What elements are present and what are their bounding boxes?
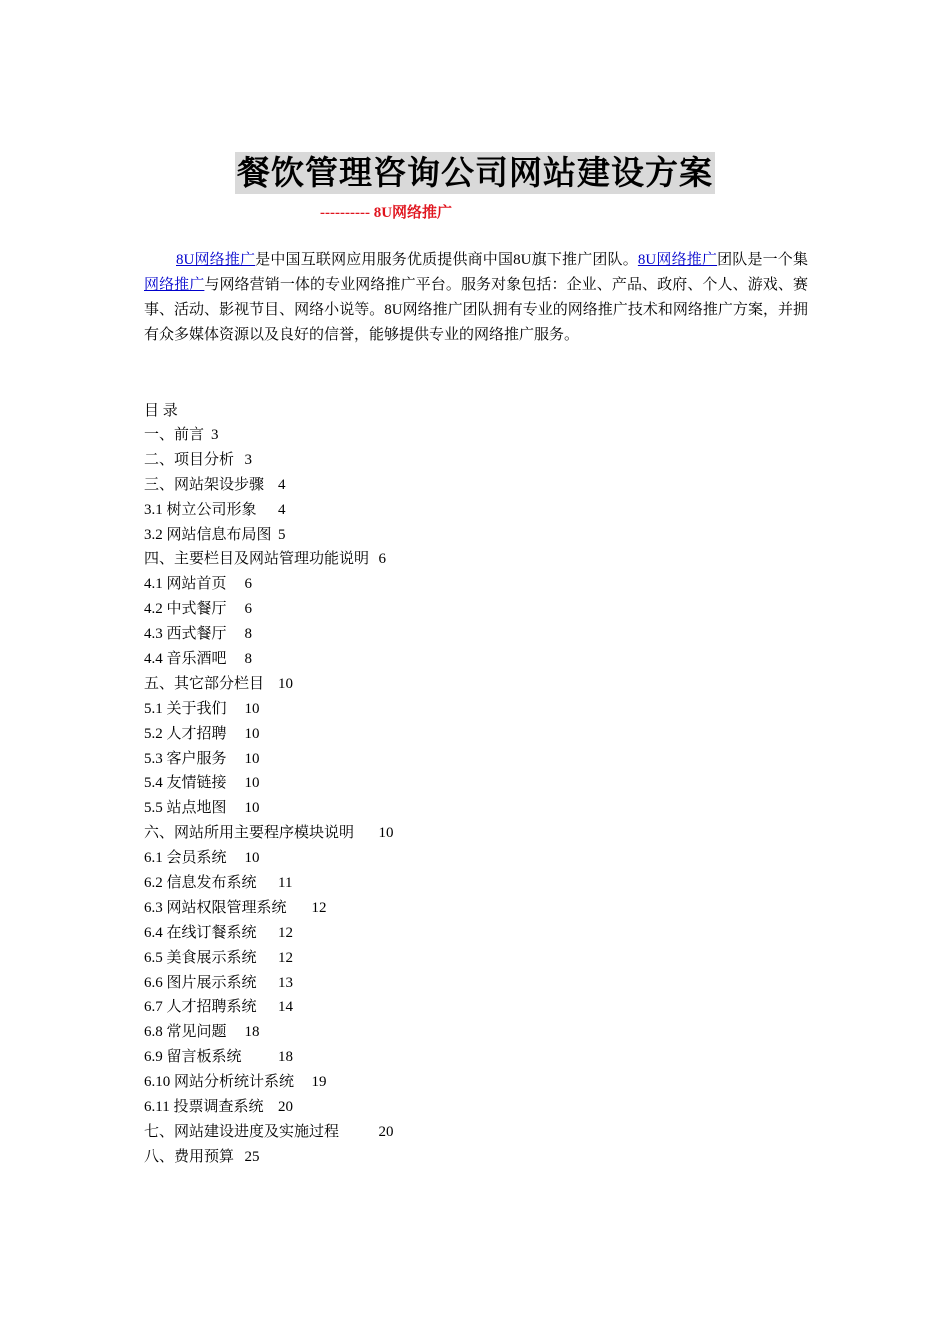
toc-entry [144, 547, 394, 572]
toc-entry-page: 19 [311, 1074, 327, 1091]
toc-entry [144, 498, 394, 523]
toc-entry [144, 821, 394, 846]
toc-entry-label: 5.3 客户服务 [144, 750, 227, 767]
toc-entry [144, 423, 394, 448]
toc-entry-label: 5.2 人才招聘 [144, 725, 227, 742]
toc-entry [144, 971, 394, 996]
toc-entry-label: 3.2 网站信息布局图 [144, 526, 272, 543]
table-of-contents [144, 423, 394, 1170]
toc-entry [144, 796, 394, 821]
toc-entry [144, 697, 394, 722]
toc-entry [144, 946, 394, 971]
toc-entry-page: 10 [244, 750, 260, 767]
toc-entry-page: 10 [244, 775, 260, 792]
toc-entry-page: 6 [244, 576, 252, 593]
intro-link[interactable]: 8U网络推广 [637, 252, 718, 268]
toc-entry-page: 4 [278, 476, 286, 493]
toc-entry-page: 20 [378, 1123, 394, 1140]
toc-entry-label: 6.2 信息发布系统 [144, 875, 257, 892]
toc-entry-label: 6.3 网站权限管理系统 [144, 899, 287, 916]
toc-entry-page: 13 [278, 974, 293, 991]
toc-entry [144, 647, 394, 672]
toc-entry-label: 七、网站建设进度及实施过程 [144, 1123, 340, 1140]
toc-entry-page: 4 [278, 501, 286, 518]
toc-entry-page: 5 [278, 526, 286, 543]
toc-entry-label: 二、项目分析 [144, 451, 235, 468]
toc-entry-label: 4.3 西式餐厅 [144, 626, 227, 643]
toc-entry-label: 6.8 常见问题 [144, 1024, 227, 1041]
document-subtitle: ---------- 8U网络推广 [320, 205, 453, 221]
toc-entry-label: 4.2 中式餐厅 [144, 601, 227, 618]
toc-entry-page: 10 [244, 800, 260, 817]
toc-entry-label: 6.6 图片展示系统 [144, 974, 257, 991]
toc-entry [144, 1045, 394, 1070]
toc-entry [144, 921, 394, 946]
toc-entry [144, 672, 394, 697]
toc-entry-label: 6.11 投票调查系统 [144, 1099, 264, 1116]
toc-entry [144, 1145, 394, 1170]
toc-entry-label: 3.1 树立公司形象 [144, 501, 257, 518]
toc-entry [144, 597, 394, 622]
toc-entry [144, 1120, 394, 1145]
toc-heading: 目 录 [144, 403, 178, 419]
toc-entry-page: 8 [244, 651, 252, 668]
toc-entry-page: 12 [278, 924, 293, 941]
toc-entry-label: 6.9 留言板系统 [144, 1049, 242, 1066]
toc-entry-page: 20 [278, 1099, 293, 1116]
toc-entry-page: 12 [278, 949, 293, 966]
toc-entry-label: 四、主要栏目及网站管理功能说明 [144, 551, 370, 568]
toc-entry [144, 1095, 394, 1120]
intro-text: 与网络营销一体的专业网络推广平台。服务对象包括：企业、产品、政府、个人、游戏、赛事、活动、影视节目、网络小说等。8U网络推广团队拥有专业的网络推广技术和网络推广方案，并拥有众多媒体资源以及良好的信誉，能够提供专业的网络推广服务。 [144, 277, 808, 343]
toc-entry-page: 18 [244, 1024, 260, 1041]
intro-paragraph [144, 248, 808, 348]
toc-entry-page: 8 [244, 626, 252, 643]
toc-entry-label: 4.1 网站首页 [144, 576, 227, 593]
intro-link[interactable]: 网络推广 [144, 277, 205, 293]
toc-entry [144, 722, 394, 747]
toc-entry [144, 771, 394, 796]
toc-entry-page: 3 [244, 451, 252, 468]
toc-entry-page: 10 [244, 700, 260, 717]
toc-entry [144, 896, 394, 921]
toc-entry-page: 3 [211, 427, 219, 443]
toc-entry [144, 523, 394, 548]
toc-entry-label: 6.5 美食展示系统 [144, 949, 257, 966]
toc-entry [144, 747, 394, 772]
toc-entry-page: 11 [278, 875, 293, 892]
toc-entry-label: 6.10 网站分析统计系统 [144, 1074, 295, 1091]
toc-entry [144, 448, 394, 473]
toc-entry-page: 10 [278, 675, 293, 692]
toc-entry [144, 473, 394, 498]
toc-entry-page: 25 [244, 1148, 260, 1165]
toc-entry [144, 622, 394, 647]
toc-entry-label: 八、费用预算 [144, 1148, 235, 1165]
toc-entry-label: 6.4 在线订餐系统 [144, 924, 257, 941]
toc-entry-page: 6 [244, 601, 252, 618]
toc-entry-label: 六、网站所用主要程序模块说明 [144, 825, 355, 842]
toc-entry [144, 572, 394, 597]
toc-entry-page: 6 [378, 551, 386, 568]
toc-entry-page: 10 [244, 725, 260, 742]
intro-text: 是中国互联网应用服务优质提供商中国8U旗下推广团队。 [255, 252, 638, 268]
toc-entry [144, 995, 394, 1020]
toc-entry-label: 五、其它部分栏目 [144, 675, 265, 692]
toc-entry-page: 14 [278, 999, 293, 1016]
toc-entry-label: 三、网站架设步骤 [144, 476, 265, 493]
toc-entry-label: 6.7 人才招聘系统 [144, 999, 257, 1016]
toc-entry [144, 1070, 394, 1095]
toc-entry-label: 6.1 会员系统 [144, 850, 227, 867]
toc-entry-page: 10 [378, 825, 394, 842]
toc-entry-label: 5.1 关于我们 [144, 700, 227, 717]
toc-entry-label: 一、前言 [144, 427, 205, 443]
toc-entry [144, 871, 394, 896]
intro-text: 团队是一个集 [717, 252, 808, 268]
toc-entry-label: 4.4 音乐酒吧 [144, 651, 227, 668]
toc-entry-label: 5.5 站点地图 [144, 800, 227, 817]
toc-entry-page: 12 [311, 899, 327, 916]
title-container [0, 152, 950, 194]
intro-link[interactable]: 8U网络推广 [176, 252, 256, 268]
toc-entry-label: 5.4 友情链接 [144, 775, 227, 792]
toc-entry [144, 846, 394, 871]
toc-entry-page: 10 [244, 850, 260, 867]
document-title: 餐饮管理咨询公司网站建设方案 [237, 153, 713, 192]
toc-entry [144, 1020, 394, 1045]
toc-entry-page: 18 [278, 1049, 293, 1066]
